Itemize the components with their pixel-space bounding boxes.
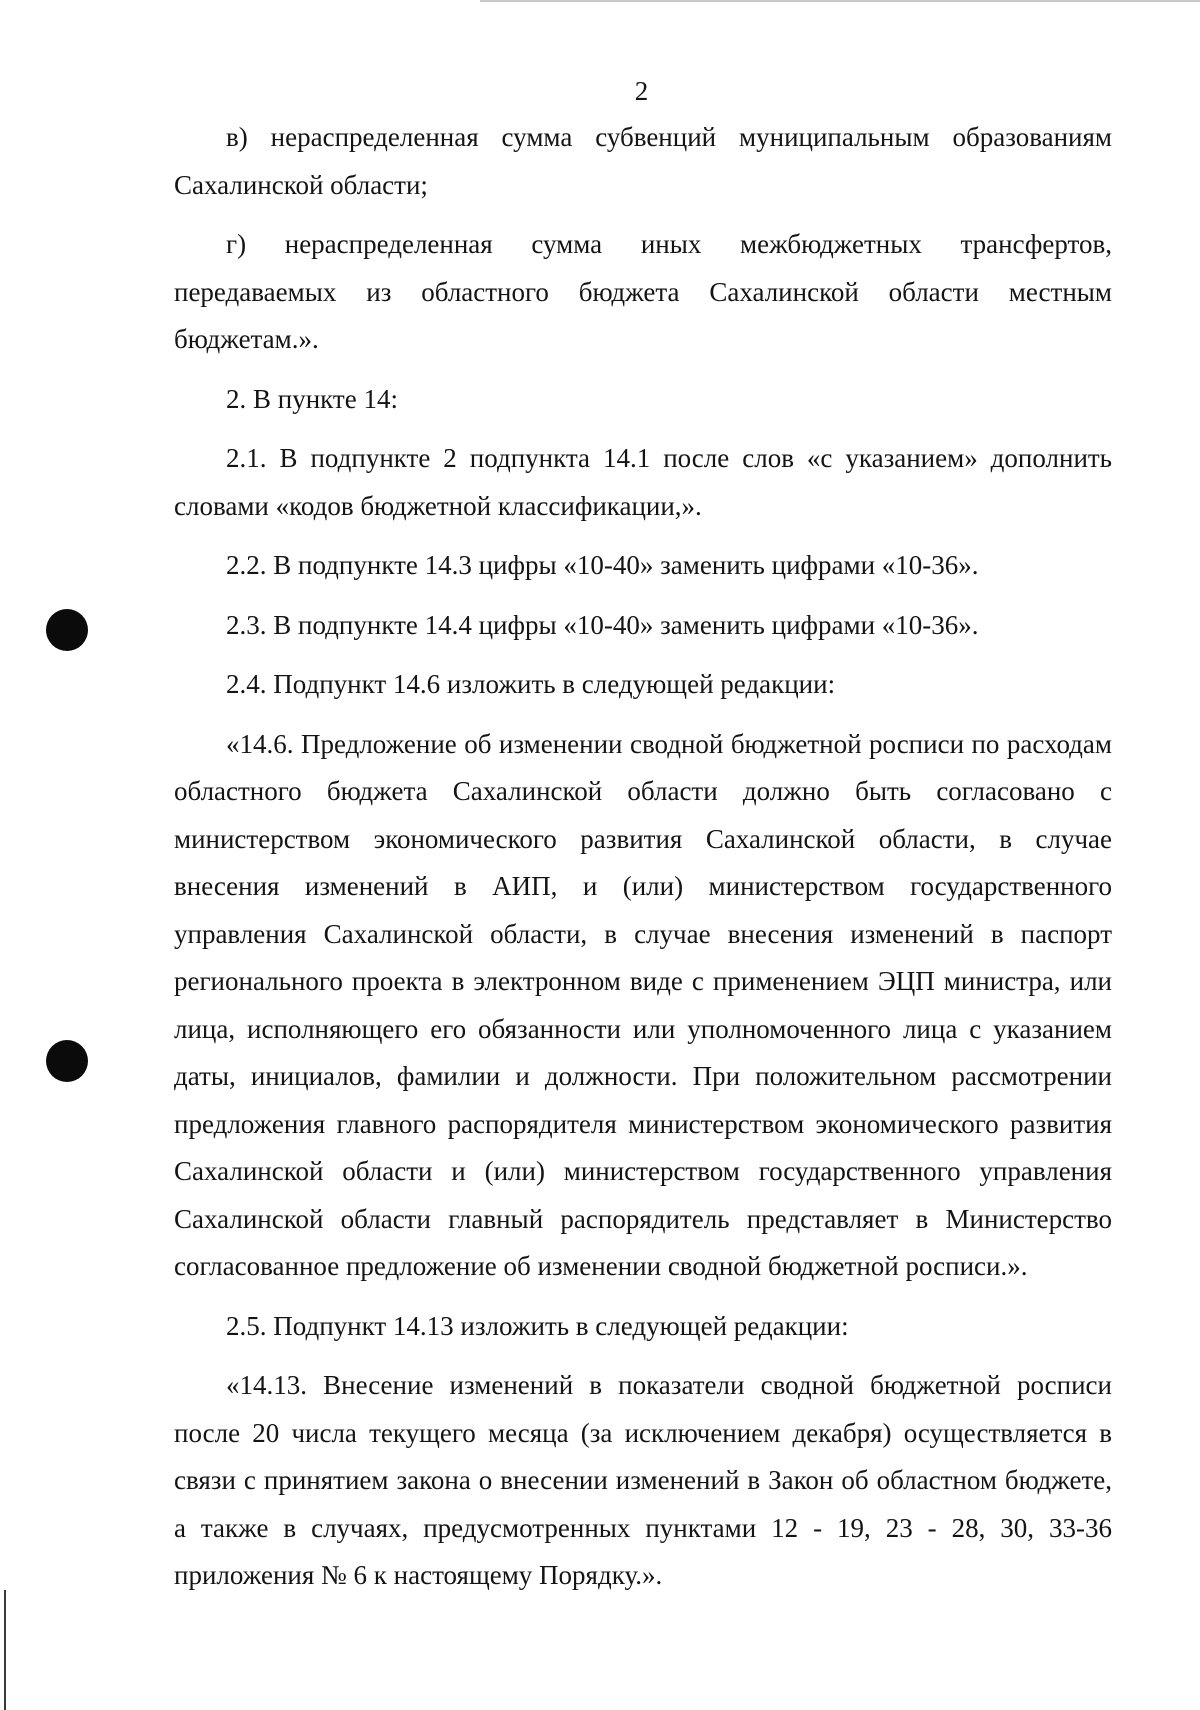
- paragraph-section-2: 2. В пункте 14:: [226, 383, 398, 414]
- document-body: [174, 114, 1112, 1612]
- punch-hole-bottom: [46, 1040, 88, 1082]
- punch-hole-top: [46, 609, 88, 651]
- page-number: 2: [634, 76, 649, 106]
- scan-artifact-line: [480, 0, 1200, 2]
- paragraph-2-1: 2.1. В подпункте 2 подпункта 14.1 после слов «с указанием» дополнить словами «кодов бюджетной классификации,».: [174, 443, 1112, 521]
- paragraph-item-g: г) нераспределенная сумма иных межбюджетных трансфертов, передаваемых из областного бюджета Сахалинской области местным бюджетам.».: [174, 229, 1112, 354]
- paragraph-2-4: 2.4. Подпункт 14.6 изложить в следующей редакции:: [226, 669, 836, 699]
- paragraph-14-6-text: «14.6. Предложение об изменении сводной бюджетной росписи по расходам областного бюджета Сахалинской области должно быть согласовано с министерством экономического развития Сахалинской области, в случае внесения изменений в АИП, и (или) министерством государственного управления Сахалинской области, в случае внесения изменений в паспорт регионального проекта в электронном виде с применением ЭЦП министра, или лица, исполняющего его обязанности или уполномоченного лица с указанием даты, инициалов, фамилии и должности. При положительном рассмотрении предложения главного распорядителя министерством экономического развития Сахалинской области и (или) министерством государственного управления Сахалинской области главный распорядитель представляет в Министерство согласованное предложение об изменении сводной бюджетной росписи.».: [174, 728, 1112, 1281]
- paragraph-14-13-text: «14.13. Внесение изменений в показатели сводной бюджетной росписи после 20 числа текущего месяца (за исключением декабря) осуществляется в связи с принятием закона о внесении изменений в Закон об областном бюджете, а также в случаях, предусмотренных пунктами 12 - 19, 23 - 28, 30, 33-36 приложения № 6 к настоящему Порядку.».: [174, 1370, 1112, 1590]
- scan-edge-artifact: [4, 1590, 6, 1710]
- paragraph-2-2: 2.2. В подпункте 14.3 цифры «10-40» заменить цифрами «10-36».: [226, 550, 979, 580]
- paragraph-2-5: 2.5. Подпункт 14.13 изложить в следующей редакции:: [226, 1310, 849, 1341]
- paragraph-item-v: в) нераспределенная сумма субвенций муниципальным образованиям Сахалинской области;: [174, 122, 1112, 200]
- paragraph-2-3: 2.3. В подпункте 14.4 цифры «10-40» заменить цифрами «10-36».: [226, 609, 979, 640]
